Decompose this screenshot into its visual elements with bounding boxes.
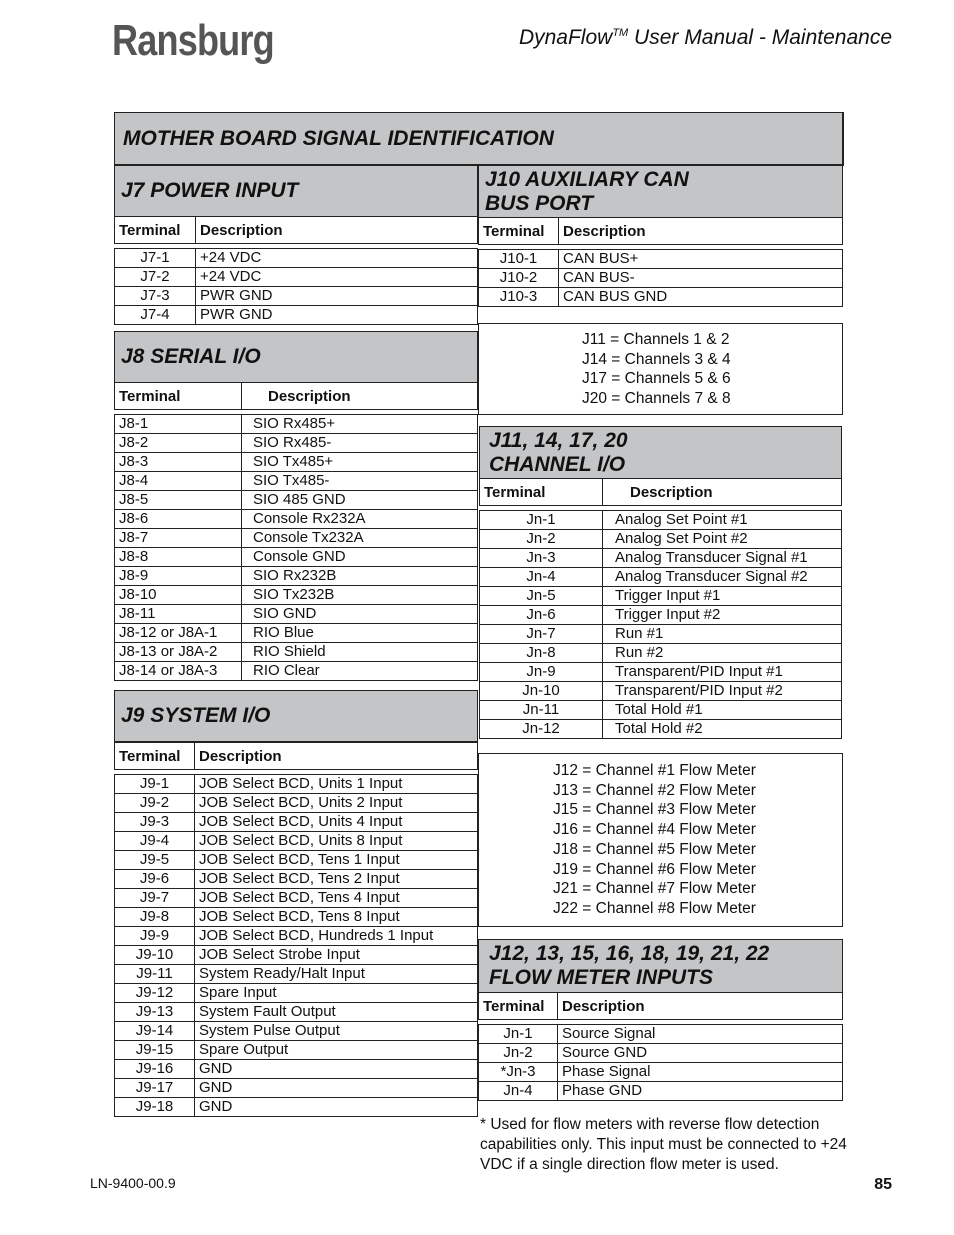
description-cell: Console Tx232A xyxy=(242,529,478,548)
table-row xyxy=(480,587,842,606)
description-cell: Analog Set Point #2 xyxy=(603,530,842,549)
j10-header-description: Description xyxy=(559,218,843,245)
description-cell: CAN BUS+ xyxy=(559,250,843,269)
flow-meter-note-box xyxy=(478,753,843,927)
j10-title xyxy=(478,165,843,218)
table-row xyxy=(115,268,478,287)
description-cell: Phase Signal xyxy=(558,1063,843,1082)
j12-rows xyxy=(479,1020,843,1101)
j12-table xyxy=(478,992,843,1101)
flow-note-line: J21 = Channel #7 Flow Meter xyxy=(553,880,756,898)
j9-header-description: Description xyxy=(195,743,478,770)
description-cell: PWR GND xyxy=(196,287,478,306)
terminal-cell: J9-8 xyxy=(115,908,195,927)
table-row xyxy=(115,306,478,325)
terminal-cell: J9-13 xyxy=(115,1003,195,1022)
terminal-cell: Jn-2 xyxy=(479,1044,558,1063)
j11-title-line2: CHANNEL I/O xyxy=(489,452,626,476)
description-cell: SIO Rx485- xyxy=(242,434,478,453)
j11-header-terminal: Terminal xyxy=(480,479,603,506)
terminal-cell: *Jn-3 xyxy=(479,1063,558,1082)
terminal-cell: J9-4 xyxy=(115,832,195,851)
description-cell: SIO Tx485- xyxy=(242,472,478,491)
table-row xyxy=(115,453,478,472)
j12-title xyxy=(478,939,843,993)
terminal-cell: J8-8 xyxy=(115,548,242,567)
terminal-cell: Jn-1 xyxy=(479,1025,558,1044)
description-cell: JOB Select BCD, Units 8 Input xyxy=(195,832,478,851)
table-row xyxy=(115,832,478,851)
terminal-cell: J10-2 xyxy=(479,269,559,288)
j7-table xyxy=(114,216,478,325)
terminal-cell: J9-16 xyxy=(115,1060,195,1079)
table-row xyxy=(115,927,478,946)
description-cell: JOB Select Strobe Input xyxy=(195,946,478,965)
j10-rows xyxy=(479,245,843,307)
table-row xyxy=(115,662,478,681)
j11-header-description: Description xyxy=(603,479,842,506)
table-row xyxy=(115,1060,478,1079)
page-number: 85 xyxy=(874,1176,892,1193)
j10-title-line2: BUS PORT xyxy=(485,191,594,215)
description-cell: Source Signal xyxy=(558,1025,843,1044)
description-cell: Console Rx232A xyxy=(242,510,478,529)
terminal-cell: J9-5 xyxy=(115,851,195,870)
table-row xyxy=(480,701,842,720)
terminal-cell: Jn-8 xyxy=(480,644,603,663)
flow-note-line: J13 = Channel #2 Flow Meter xyxy=(553,781,756,799)
terminal-cell: J8-14 or J8A-3 xyxy=(115,662,242,681)
j12-header-description: Description xyxy=(558,993,843,1020)
description-cell: JOB Select BCD, Tens 8 Input xyxy=(195,908,478,927)
table-row xyxy=(480,606,842,625)
product-name: DynaFlow xyxy=(518,26,613,49)
terminal-cell: J9-7 xyxy=(115,889,195,908)
terminal-cell: Jn-9 xyxy=(480,663,603,682)
terminal-cell: J8-7 xyxy=(115,529,242,548)
description-cell: CAN BUS- xyxy=(559,269,843,288)
terminal-cell: J8-9 xyxy=(115,567,242,586)
description-cell: SIO Rx232B xyxy=(242,567,478,586)
table-row xyxy=(115,472,478,491)
description-cell: GND xyxy=(195,1098,478,1117)
table-row xyxy=(115,775,478,794)
flow-note-line: J16 = Channel #4 Flow Meter xyxy=(553,821,756,839)
table-row xyxy=(115,946,478,965)
terminal-cell: J9-10 xyxy=(115,946,195,965)
flow-note-line: J18 = Channel #5 Flow Meter xyxy=(553,840,756,858)
terminal-cell: J9-14 xyxy=(115,1022,195,1041)
description-cell: RIO Clear xyxy=(242,662,478,681)
j8-title: J8 SERIAL I/O xyxy=(114,331,478,383)
j12-header-terminal: Terminal xyxy=(479,993,558,1020)
terminal-cell: J9-2 xyxy=(115,794,195,813)
terminal-cell: Jn-10 xyxy=(480,682,603,701)
description-cell: PWR GND xyxy=(196,306,478,325)
table-row xyxy=(115,965,478,984)
table-row xyxy=(115,870,478,889)
terminal-cell: J7-4 xyxy=(115,306,196,325)
description-cell: SIO Tx485+ xyxy=(242,453,478,472)
description-cell: Trigger Input #1 xyxy=(603,587,842,606)
table-row xyxy=(115,1041,478,1060)
description-cell: System Fault Output xyxy=(195,1003,478,1022)
flow-note-line: J12 = Channel #1 Flow Meter xyxy=(553,762,756,779)
description-cell: Analog Transducer Signal #2 xyxy=(603,568,842,587)
j10-header-terminal: Terminal xyxy=(479,218,559,245)
terminal-cell: J8-5 xyxy=(115,491,242,510)
table-row xyxy=(480,644,842,663)
table-row xyxy=(480,568,842,587)
terminal-cell: Jn-7 xyxy=(480,625,603,644)
description-cell: Transparent/PID Input #2 xyxy=(603,682,842,701)
j8-header-terminal: Terminal xyxy=(115,383,242,410)
j11-table xyxy=(479,478,842,739)
terminal-cell: J7-3 xyxy=(115,287,196,306)
description-cell: JOB Select BCD, Units 1 Input xyxy=(195,775,478,794)
ransburg-logo: Ransburg xyxy=(112,16,274,65)
terminal-cell: J9-1 xyxy=(115,775,195,794)
description-cell: SIO GND xyxy=(242,605,478,624)
terminal-cell: J9-3 xyxy=(115,813,195,832)
description-cell: Phase GND xyxy=(558,1082,843,1101)
j7-rows xyxy=(115,244,478,325)
description-cell: JOB Select BCD, Units 4 Input xyxy=(195,813,478,832)
table-row xyxy=(479,1082,843,1101)
j7-title: J7 POWER INPUT xyxy=(114,165,478,217)
j11-rows xyxy=(480,506,842,739)
table-row xyxy=(480,682,842,701)
table-row xyxy=(115,586,478,605)
table-row xyxy=(115,643,478,662)
description-cell: JOB Select BCD, Tens 4 Input xyxy=(195,889,478,908)
channels-note-line: J17 = Channels 5 & 6 xyxy=(582,370,731,388)
table-row xyxy=(479,269,843,288)
table-row xyxy=(115,851,478,870)
terminal-cell: J9-17 xyxy=(115,1079,195,1098)
table-row xyxy=(115,889,478,908)
description-cell: Total Hold #1 xyxy=(603,701,842,720)
description-cell: Analog Transducer Signal #1 xyxy=(603,549,842,568)
trademark-mark: TM xyxy=(612,27,629,39)
channels-note-line: J11 = Channels 1 & 2 xyxy=(582,331,730,348)
description-cell: CAN BUS GND xyxy=(559,288,843,307)
channels-note-box xyxy=(478,323,843,415)
table-row xyxy=(115,605,478,624)
terminal-cell: J9-6 xyxy=(115,870,195,889)
terminal-cell: J10-3 xyxy=(479,288,559,307)
table-row xyxy=(480,663,842,682)
terminal-cell: J8-10 xyxy=(115,586,242,605)
channels-note-line: J14 = Channels 3 & 4 xyxy=(582,350,731,368)
description-cell: GND xyxy=(195,1079,478,1098)
manual-title-rest: User Manual - Maintenance xyxy=(628,26,892,49)
j7-header-terminal: Terminal xyxy=(115,217,196,244)
terminal-cell: Jn-4 xyxy=(479,1082,558,1101)
description-cell: SIO Rx485+ xyxy=(242,415,478,434)
terminal-cell: J8-11 xyxy=(115,605,242,624)
table-row xyxy=(480,549,842,568)
manual-title xyxy=(519,26,892,50)
description-cell: SIO Tx232B xyxy=(242,586,478,605)
terminal-cell: Jn-6 xyxy=(480,606,603,625)
description-cell: JOB Select BCD, Hundreds 1 Input xyxy=(195,927,478,946)
terminal-cell: J9-11 xyxy=(115,965,195,984)
description-cell: Run #1 xyxy=(603,625,842,644)
description-cell: JOB Select BCD, Tens 2 Input xyxy=(195,870,478,889)
table-row xyxy=(480,530,842,549)
terminal-cell: Jn-12 xyxy=(480,720,603,739)
table-row xyxy=(115,548,478,567)
description-cell: Analog Set Point #1 xyxy=(603,511,842,530)
flow-note-line: J19 = Channel #6 Flow Meter xyxy=(553,860,756,878)
table-row xyxy=(115,249,478,268)
document-number: LN-9400-00.9 xyxy=(90,1175,176,1191)
table-row xyxy=(480,720,842,739)
description-cell: Run #2 xyxy=(603,644,842,663)
description-cell: RIO Shield xyxy=(242,643,478,662)
description-cell: JOB Select BCD, Units 2 Input xyxy=(195,794,478,813)
j12-title-line2: FLOW METER INPUTS xyxy=(489,966,713,989)
description-cell: System Pulse Output xyxy=(195,1022,478,1041)
flow-note-line: J22 = Channel #8 Flow Meter xyxy=(553,899,756,917)
terminal-cell: Jn-11 xyxy=(480,701,603,720)
j11-title xyxy=(479,426,842,479)
j9-header-terminal: Terminal xyxy=(115,743,195,770)
table-row xyxy=(479,1063,843,1082)
table-row xyxy=(115,510,478,529)
j7-header-description: Description xyxy=(196,217,478,244)
table-row xyxy=(480,511,842,530)
terminal-cell: J7-2 xyxy=(115,268,196,287)
terminal-cell: J8-13 or J8A-2 xyxy=(115,643,242,662)
terminal-cell: Jn-1 xyxy=(480,511,603,530)
j8-rows xyxy=(115,410,478,681)
terminal-cell: J9-9 xyxy=(115,927,195,946)
channels-note-line: J20 = Channels 7 & 8 xyxy=(582,390,731,408)
j9-title: J9 SYSTEM I/O xyxy=(114,690,478,742)
table-row xyxy=(479,250,843,269)
table-row xyxy=(479,288,843,307)
description-cell: System Ready/Halt Input xyxy=(195,965,478,984)
description-cell: +24 VDC xyxy=(196,249,478,268)
table-row xyxy=(115,813,478,832)
description-cell: Trigger Input #2 xyxy=(603,606,842,625)
terminal-cell: J10-1 xyxy=(479,250,559,269)
description-cell: GND xyxy=(195,1060,478,1079)
j10-table xyxy=(478,217,843,307)
table-row xyxy=(115,624,478,643)
table-row xyxy=(480,625,842,644)
table-row xyxy=(479,1025,843,1044)
flow-note-line: J15 = Channel #3 Flow Meter xyxy=(553,801,756,819)
terminal-cell: J8-3 xyxy=(115,453,242,472)
description-cell: Transparent/PID Input #1 xyxy=(603,663,842,682)
j11-title-line1: J11, 14, 17, 20 xyxy=(489,428,628,452)
description-cell: Spare Output xyxy=(195,1041,478,1060)
terminal-cell: J8-6 xyxy=(115,510,242,529)
j9-table xyxy=(114,742,478,1117)
terminal-cell: Jn-4 xyxy=(480,568,603,587)
table-row xyxy=(115,1003,478,1022)
terminal-cell: J8-4 xyxy=(115,472,242,491)
table-row xyxy=(115,434,478,453)
terminal-cell: J8-12 or J8A-1 xyxy=(115,624,242,643)
description-cell: Spare Input xyxy=(195,984,478,1003)
description-cell: SIO 485 GND xyxy=(242,491,478,510)
terminal-cell: Jn-2 xyxy=(480,530,603,549)
table-row xyxy=(115,984,478,1003)
description-cell: Console GND xyxy=(242,548,478,567)
table-row xyxy=(115,415,478,434)
terminal-cell: J7-1 xyxy=(115,249,196,268)
j9-rows xyxy=(115,770,478,1117)
table-row xyxy=(115,794,478,813)
table-row xyxy=(115,567,478,586)
description-cell: Total Hold #2 xyxy=(603,720,842,739)
description-cell: JOB Select BCD, Tens 1 Input xyxy=(195,851,478,870)
description-cell: +24 VDC xyxy=(196,268,478,287)
table-row xyxy=(115,1079,478,1098)
main-section-title: MOTHER BOARD SIGNAL IDENTIFICATION xyxy=(114,112,844,166)
description-cell: Source GND xyxy=(558,1044,843,1063)
terminal-cell: Jn-3 xyxy=(480,549,603,568)
terminal-cell: J9-15 xyxy=(115,1041,195,1060)
j8-table xyxy=(114,382,478,681)
table-row xyxy=(115,1022,478,1041)
table-row xyxy=(115,1098,478,1117)
table-row xyxy=(115,908,478,927)
j8-header-description: Description xyxy=(242,383,478,410)
terminal-cell: J9-18 xyxy=(115,1098,195,1117)
table-row xyxy=(115,529,478,548)
table-row xyxy=(479,1044,843,1063)
description-cell: RIO Blue xyxy=(242,624,478,643)
table-row xyxy=(115,287,478,306)
reverse-flow-footnote: * Used for flow meters with reverse flow detection capabilities only. This input must be connected to +24 VDC if a single direction flow meter is used. xyxy=(480,1116,847,1173)
j12-title-line1: J12, 13, 15, 16, 18, 19, 21, 22 xyxy=(489,942,770,965)
terminal-cell: J8-1 xyxy=(115,415,242,434)
terminal-cell: Jn-5 xyxy=(480,587,603,606)
table-row xyxy=(115,491,478,510)
j10-title-line1: J10 AUXILIARY CAN xyxy=(485,167,689,191)
terminal-cell: J9-12 xyxy=(115,984,195,1003)
terminal-cell: J8-2 xyxy=(115,434,242,453)
